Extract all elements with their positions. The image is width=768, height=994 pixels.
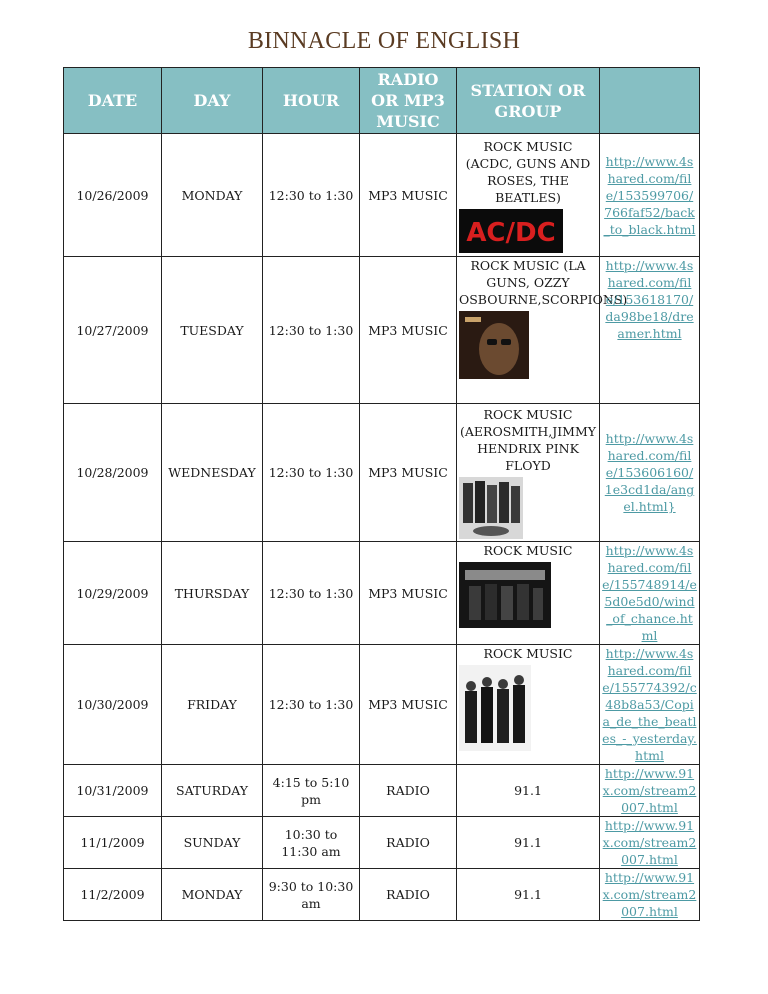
- cell-station: 91.1: [457, 765, 600, 817]
- cell-link: [600, 817, 700, 869]
- cell-medium: MP3 MUSIC: [360, 404, 457, 542]
- aerosmith-band-image: [459, 477, 597, 539]
- cell-day: THURSDAY: [162, 542, 263, 645]
- page-title: BINNACLE OF ENGLISH: [247, 28, 521, 54]
- station-text: ROCK MUSIC (AEROSMITH,JIMMY HENDRIX PINK FLOYD: [460, 407, 596, 473]
- cell-date: 10/26/2009: [64, 134, 162, 257]
- cell-link: [600, 257, 700, 404]
- cell-date: 10/30/2009: [64, 645, 162, 765]
- table-row: [64, 869, 700, 921]
- cell-hour: 12:30 to 1:30: [263, 257, 360, 404]
- cell-station: [457, 404, 600, 542]
- cell-hour: 4:15 to 5:10 pm: [263, 765, 360, 817]
- file-link[interactable]: http://www.4shared.com/file/153599706/766faf52/back_to_black.html: [603, 153, 696, 237]
- cell-medium: MP3 MUSIC: [360, 257, 457, 404]
- cell-link: [600, 542, 700, 645]
- cell-medium: MP3 MUSIC: [360, 645, 457, 765]
- cell-hour: 12:30 to 1:30: [263, 542, 360, 645]
- header-station: STATION OR GROUP: [457, 68, 600, 134]
- file-link[interactable]: http://www.4shared.com/file/153618170/da98be18/dreamer.html: [605, 258, 694, 341]
- table-row: [64, 542, 700, 645]
- header-hour: HOUR: [263, 68, 360, 134]
- cell-hour: 10:30 to 11:30 am: [263, 817, 360, 869]
- header-row: [64, 68, 700, 134]
- cell-day: MONDAY: [162, 869, 263, 921]
- cell-link: [600, 765, 700, 817]
- cell-date: 10/27/2009: [64, 257, 162, 404]
- table-row: [64, 404, 700, 542]
- cell-date: 10/31/2009: [64, 765, 162, 817]
- cell-station: [457, 645, 600, 765]
- ozzy-album-cover-image: [459, 311, 597, 379]
- cell-link: [600, 134, 700, 257]
- table-row: [64, 817, 700, 869]
- cell-link: [600, 869, 700, 921]
- header-medium: RADIO OR MP3 MUSIC: [360, 68, 457, 134]
- svg-text:AC/DC: AC/DC: [466, 217, 556, 248]
- cell-station: [457, 257, 628, 404]
- station-text: ROCK MUSIC: [483, 543, 573, 558]
- header-date: DATE: [64, 68, 162, 134]
- cell-hour: 12:30 to 1:30: [263, 645, 360, 765]
- file-link[interactable]: http://www.91x.com/stream2007.html: [602, 766, 697, 815]
- file-link[interactable]: http://www.4shared.com/file/155774392/c48b8a53/Copia_de_the_beatles_-_yesterday.html: [602, 646, 697, 763]
- cell-medium: RADIO: [360, 869, 457, 921]
- cell-medium: RADIO: [360, 765, 457, 817]
- file-link[interactable]: http://www.91x.com/stream2007.html: [602, 818, 697, 867]
- file-link[interactable]: http://www.4shared.com/file/155748914/e5d0e5d0/wind_of_chance.html: [602, 543, 697, 643]
- cell-hour: 12:30 to 1:30: [263, 134, 360, 257]
- header-link: [600, 68, 700, 134]
- table-row: [64, 134, 700, 257]
- cell-date: 10/29/2009: [64, 542, 162, 645]
- station-text: ROCK MUSIC (ACDC, GUNS AND ROSES, THE BEATLES): [465, 138, 591, 205]
- cell-day: FRIDAY: [162, 645, 263, 765]
- cell-date: 11/1/2009: [64, 817, 162, 869]
- table-row: [64, 257, 700, 404]
- table-row: [64, 765, 700, 817]
- cell-hour: 12:30 to 1:30: [263, 404, 360, 542]
- binnacle-table: [63, 67, 700, 921]
- cell-day: MONDAY: [162, 134, 263, 257]
- table-row: [64, 645, 700, 765]
- cell-date: 10/28/2009: [64, 404, 162, 542]
- cell-medium: MP3 MUSIC: [360, 134, 457, 257]
- cell-station: 91.1: [457, 869, 600, 921]
- cell-day: TUESDAY: [162, 257, 263, 404]
- cell-link: [600, 645, 700, 765]
- scorpions-band-image: [459, 562, 597, 628]
- cell-station: [457, 134, 600, 257]
- file-link[interactable]: http://www.91x.com/stream2007.html: [602, 870, 697, 919]
- cell-day: SUNDAY: [162, 817, 263, 869]
- cell-date: 11/2/2009: [64, 869, 162, 921]
- cell-hour: 9:30 to 10:30 am: [263, 869, 360, 921]
- file-link[interactable]: http://www.4shared.com/file/153606160/1e3cd1da/angel.html}: [604, 431, 695, 514]
- beatles-band-image: [459, 665, 597, 751]
- cell-day: WEDNESDAY: [162, 404, 263, 542]
- cell-medium: MP3 MUSIC: [360, 542, 457, 645]
- station-text: ROCK MUSIC: [483, 646, 573, 661]
- header-day: DAY: [162, 68, 263, 134]
- cell-station: 91.1: [457, 817, 600, 869]
- cell-station: [457, 542, 600, 645]
- station-text: ROCK MUSIC (LA GUNS, OZZY OSBOURNE,SCORPIONS): [459, 258, 628, 307]
- cell-day: SATURDAY: [162, 765, 263, 817]
- cell-medium: RADIO: [360, 817, 457, 869]
- cell-link: [600, 404, 700, 542]
- acdc-logo-image: [459, 209, 597, 253]
